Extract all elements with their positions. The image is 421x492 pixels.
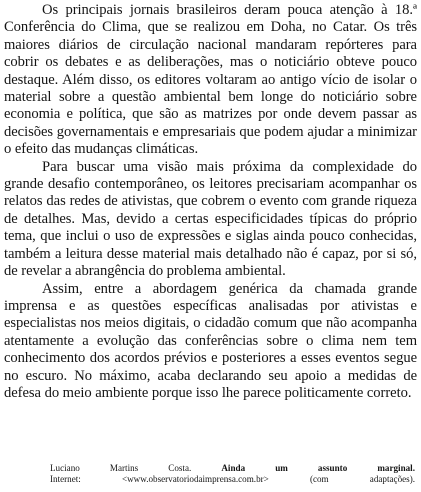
source-author: Luciano Martins Costa.: [50, 463, 192, 473]
article-paragraph-3: Assim, entre a abordagem genérica da chamada grande imprensa e as questões específicas analisadas por ativistas e especialistas nos meios digitais, o cidadão comum que não acompanha atentamente a evolução das conferências sobre o clima nem tem conhecimento dos acordos prévios e posteriores a esses eventos segue no escuro. No máximo, acaba declarando seu apoio a medidas de defesa do meio ambiente porque isso lhe parece politicamente correto.: [4, 280, 417, 401]
source-author-title-line: [50, 463, 415, 474]
source-internet-line: Internet: <www.observatoriodaimprensa.com.br> (com adaptações).: [50, 474, 415, 485]
article-paragraph-1: Os principais jornais brasileiros deram pouca atenção à 18.ª Conferência do Clima, que se realizou em Doha, no Catar. Os três maiores diários de circulação nacional mandaram repórteres para cobrir os debates e as deliberações, mas o noticiário obteve pouco destaque. Além disso, os editores voltaram ao antigo vício de isolar o material sobre a questão ambiental bem longe do noticiário sobre economia e política, que são as matrizes por onde devem passar as decisões governamentais e empresariais que podem ajudar a minimizar o efeito das mudanças climáticas.: [4, 2, 417, 158]
source-citation: [50, 463, 415, 486]
source-title: Ainda um assunto marginal.: [221, 463, 415, 473]
article-paragraph-2: Para buscar uma visão mais próxima da complexidade do grande desafio contemporâneo, os leitores precisariam acompanhar os relatos das redes de ativistas, que cobrem o evento com grande riqueza de detalhes. Mas, devido a certas especificidades típicas do próprio tema, que inclui o uso de expressões e siglas ainda pouco conhecidas, também a leitura desse material mais detalhado não é capaz, por si só, de revelar a abrangência do problema ambiental.: [4, 158, 417, 280]
